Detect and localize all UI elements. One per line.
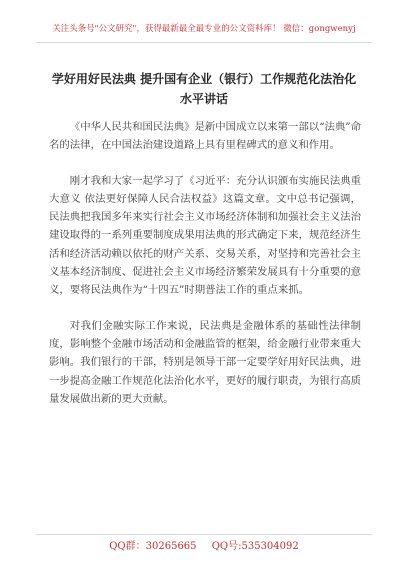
header-banner: 关注头条号"公文研究"，获得最新最全最专业的公文资料库！ 微信：gongwenyj [52,23,356,33]
header-divider [36,42,372,43]
footer-divider [36,534,372,535]
qq-number: QQ号:535304092 [211,541,299,552]
title-line-1: 学好用好民法典 提升国有企业（银行）工作规范化法治化 [51,72,357,86]
footer [36,537,372,552]
paragraph: 《中华人民共和国民法典》是新中国成立以来第一部以“法典”命名的法律，在中国法治建设道路上具有里程碑式的意义和作用。 [49,121,361,152]
paragraph: 刚才我和大家一起学习了《习近平：充分认识颁布实施民法典重大意义 依法更好保障人民合法权益》这篇文章。文中总书记强调，民法典把我国多年来实行社会主义市场经济体制和加强社会主义法治建设取得的一系列重要制度成果用法典的形式确定下来，规范经济生活和经济活动赖以依托的财产关系、交易关系，对坚持和完善社会主义基本经济制度、促进社会主义市场经济繁荣发展具有十分重要的意义，要将民法典作为“十四五”时期普法工作的重点来抓。 [49,174,361,297]
document-title [40,69,368,109]
document-body [49,118,361,425]
title-line-2: 水平讲话 [179,92,228,106]
qq-group: QQ群：30265665 [109,541,197,552]
paragraph: 对我们金融实际工作来说，民法典是金融体系的基础性法律制度，影响整个金融市场活动和金融监管的框架，给金融行业带来重大影响。我们银行的干部，特别是领导干部一定要学好用好民法典，进一步提高金融工作规范化法治化水平，更好的履行职责，为银行高质量发展做出新的更大贡献。 [49,319,361,405]
